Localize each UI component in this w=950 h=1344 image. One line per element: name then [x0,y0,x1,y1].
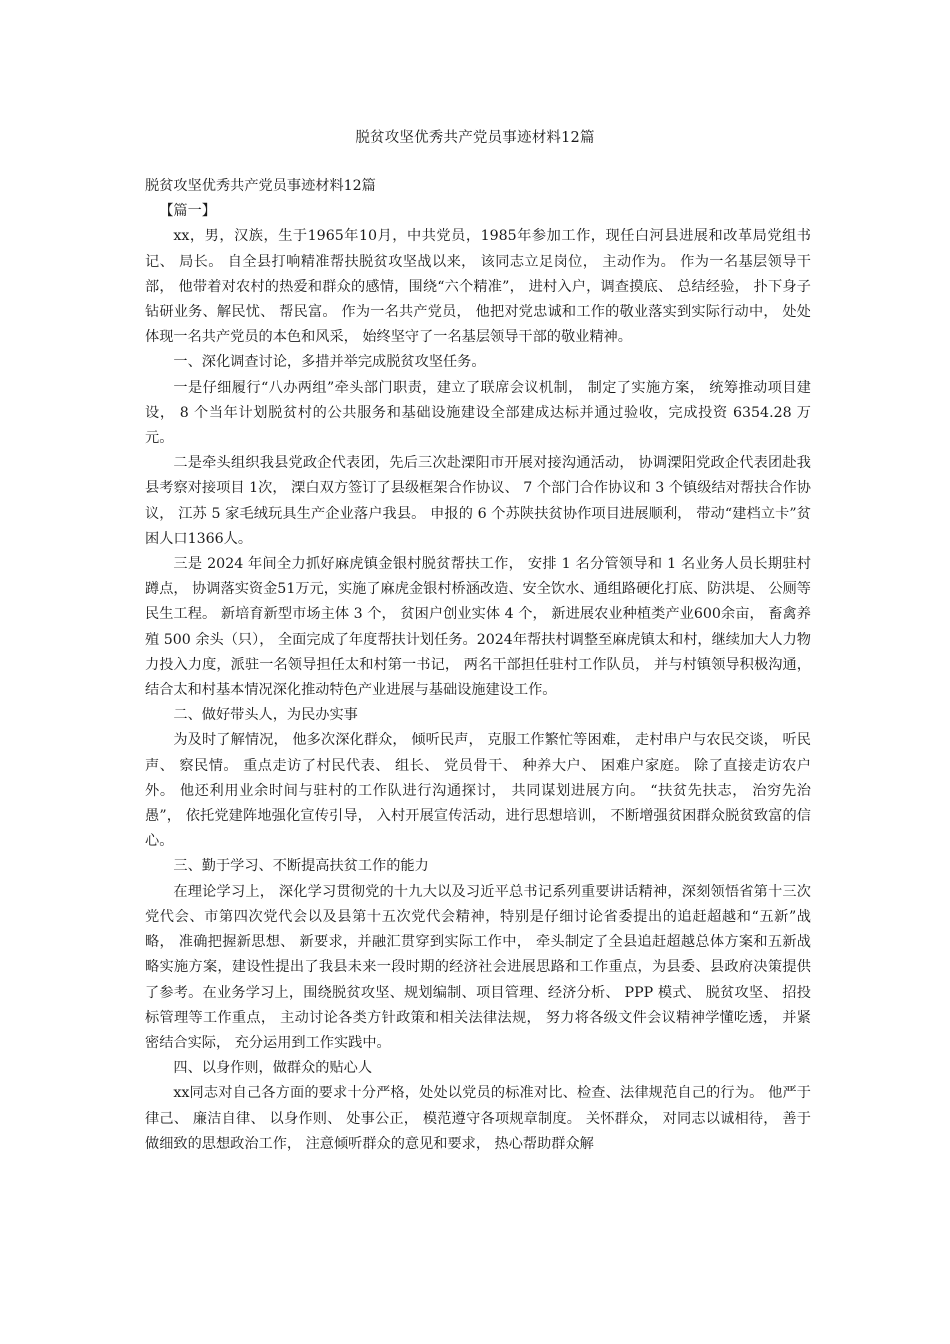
section-heading-3: 三、勤于学习、不断提高扶贫工作的能力 [173,858,429,875]
document-body [145,174,811,1157]
document-subtitle: 脱贫攻坚优秀共产党员事迹材料12篇 [145,178,376,194]
paragraph-section-4: xx同志对自己各方面的要求十分严格，处处以党员的标准对比、检查、法律规范自己的行为。 他严于律己、 廉洁自律、 以身作则、 处事公正， 模范遵守各项规章制度。 关怀群众， 对同志以诚相待， 善于做细致的思想政治工作， 注意倾听群众的意见和要求， 热心帮助群众解 [145,1085,811,1152]
paragraph-intro: xx，男，汉族，生于1965年10月，中共党员，1985年参加工作，现任白河县进展和改革局党组书记、 局长。 自全县打响精准帮扶脱贫攻坚战以来， 该同志立足岗位， 主动作为。 作为一名基层领导干部， 他带着对农村的热爱和群众的感情，围绕“六个精准”， 进村入户，调查摸底、 总结经验， 扑下身子钻研业务、解民忧、 帮民富。 作为一名共产党员， 他把对党忠诚和工作的敬业落实到实际行动中， 处处体现一名共产党员的本色和风采， 始终坚守了一名基层领导干部的敬业精神。 [145,228,811,346]
section-heading-4: 四、以身作则，做群众的贴心人 [173,1060,373,1077]
paragraph-item-3: 三是 2024 年间全力抓好麻虎镇金银村脱贫帮扶工作， 安排 1 名分管领导和 1 名业务人员长期驻村蹲点， 协调落实资金51万元，实施了麻虎金银村桥涵改造、安全饮水、通组路硬化打底、防洪堤、 公厕等民生工程。 新培育新型市场主体 3 个， 贫困户创业实体 4 个， 新进展农业种植类产业600余亩， 畜禽养殖 500 余头（只）， 全面完成了年度帮扶计划任务。2024年帮扶村调整至麻虎镇太和村，继续加大人力物力投入力度，派驻一名领导担任太和村第一书记， 两名干部担任驻村工作队员， 并与村镇领导积极沟通，结合太和村基本情况深化推动特色产业进展与基础设施建设工作。 [145,556,811,699]
section-heading-2: 二、做好带头人，为民办实事 [173,707,358,724]
section-heading-1: 一、深化调查讨论，多措并举完成脱贫攻坚任务。 [173,354,486,371]
paragraph-section-3: 在理论学习上， 深化学习贯彻党的十九大以及习近平总书记系列重要讲话精神，深刻领悟省第十三次党代会、市第四次党代会以及县第十五次党代会精神，特别是仔细讨论省委提出的追赶超越和“五新”战略， 准确把握新思想、 新要求，并融汇贯穿到实际工作中， 牵头制定了全县追赶超越总体方案和五新战略实施方案，建设性提出了我县未来一段时期的经济社会进展思路和工作重点，为县委、县政府决策提供了参考。在业务学习上，围绕脱贫攻坚、规划编制、项目管理、经济分析、 PPP 模式、 脱贫攻坚、 招投标管理等工作重点， 主动讨论各类方针政策和相关法律法规， 努力将各级文件会议精神学懂吃透， 并紧密结合实际， 充分运用到工作实践中。 [145,883,811,1051]
document-title: 脱贫攻坚优秀共产党员事迹材料12篇 [355,130,595,146]
paragraph-section-2: 为及时了解情况， 他多次深化群众， 倾听民声， 克服工作繁忙等困难， 走村串户与农民交谈， 听民声、 察民情。 重点走访了村民代表、 组长、 党员骨干、 种养大户、 困难户家庭。 除了直接走访农户外。 他还利用业余时间与驻村的工作队进行沟通探讨， 共同谋划进展方向。 “扶贫先扶志， 治穷先治愚”， 依托党建阵地强化宣传引导， 入村开展宣传活动，进行思想培训， 不断增强贫困群众脱贫致富的信心。 [145,732,811,850]
part-label: 【篇一】 [159,203,216,220]
paragraph-item-2: 二是牵头组织我县党政企代表团，先后三次赴溧阳市开展对接沟通活动， 协调溧阳党政企代表团赴我县考察对接项目 1次， 溧白双方签订了县级框架合作协议、 7 个部门合作协议和 3 个镇级结对帮扶合作协议， 江苏 5 家毛绒玩具生产企业落户我县。 申报的 6 个苏陕扶贫协作项目进展顺利， 带动“建档立卡”贫困人口1366人。 [145,455,811,547]
paragraph-item-1: 一是仔细履行“八办两组”牵头部门职责，建立了联席会议机制， 制定了实施方案， 统筹推动项目建设， 8 个当年计划脱贫村的公共服务和基础设施建设全部建成达标并通过验收，完成投资 6354.28 万元。 [145,379,811,447]
